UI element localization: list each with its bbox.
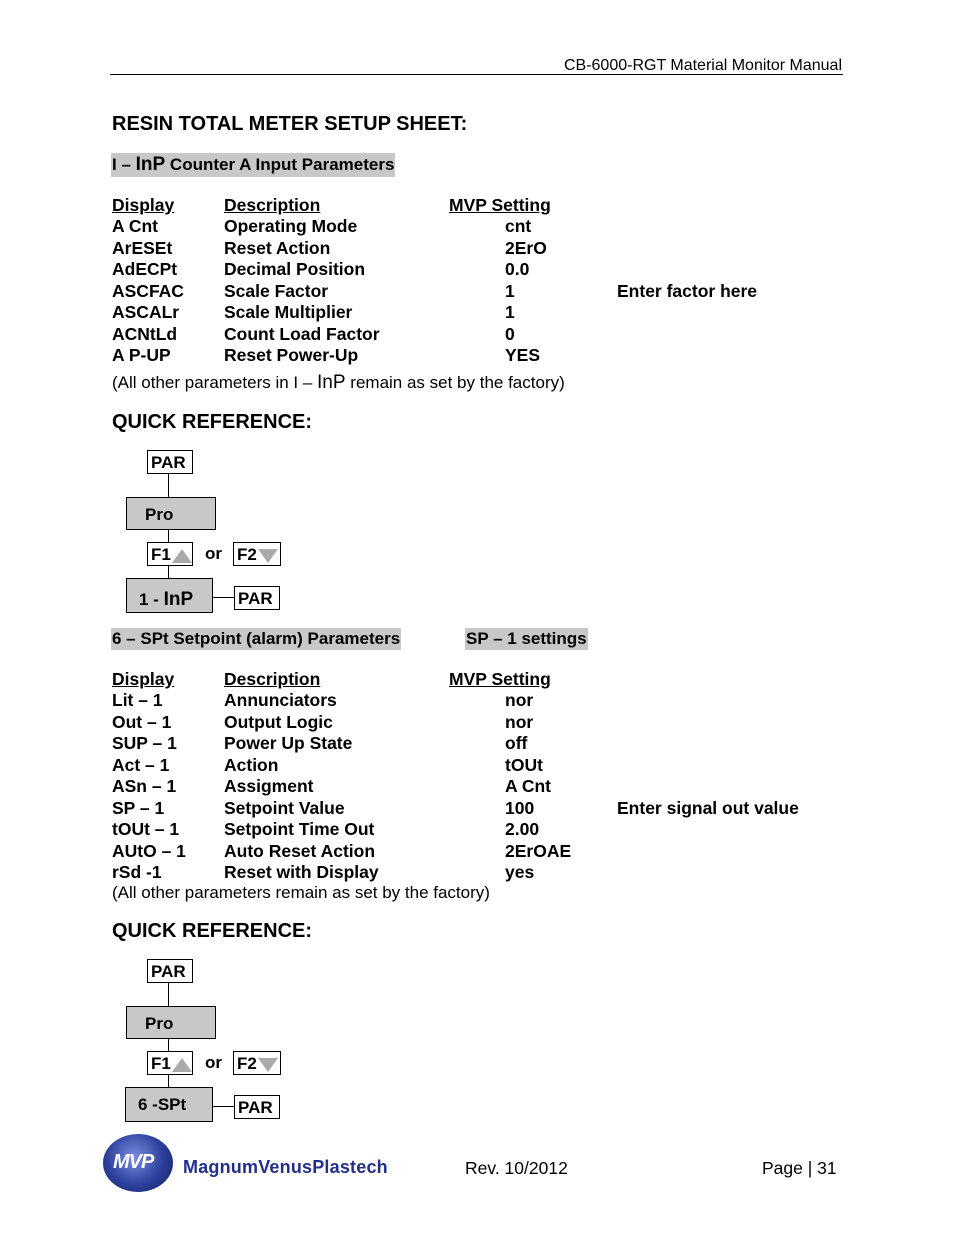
quickref1-title: QUICK REFERENCE: [112,411,313,433]
column-header-description: Description [224,195,321,215]
mvp-logo-icon [103,1134,173,1192]
connector-line [168,566,169,578]
revision: Rev. 10/2012 [465,1158,568,1178]
cell-description: Output Logic [224,711,333,732]
cell-setting: YES [505,345,541,365]
quickref1-or: or [205,544,222,563]
connector-line [168,474,169,497]
quickref2-title: QUICK REFERENCE: [112,920,313,942]
cell-display: ACNtLd [112,323,178,344]
section1-title-prefix: I – [112,155,136,174]
down-triangle-icon [258,549,278,563]
header-rule [110,74,843,75]
logo-text: MagnumVenusPlastech [183,1157,388,1177]
cell-display: A P-UP [112,345,171,365]
cell-display: Out – 1 [112,711,172,732]
cell-setting: 1 [505,302,515,322]
section2-footnote: (All other parameters remain as set by the factory) [112,883,490,902]
f1-label: F1 [151,545,171,564]
cell-description: Action [224,754,279,775]
quickref2-f2-key [233,1051,281,1075]
section1-footnote-suffix: remain as set by the factory) [345,373,565,392]
quickref2-pro-box: Pro [126,1006,216,1039]
section1-footnote [112,372,565,394]
connector-line [168,1075,169,1087]
quickref1-f1-key [147,542,193,566]
cell-description: Setpoint Time Out [224,819,375,839]
cell-note: Enter factor here [617,280,758,301]
cell-setting: 100 [505,797,535,818]
column-header-setting: MVP Setting [449,195,551,215]
cell-display: tOUt – 1 [112,819,180,839]
cell-display: Lit – 1 [112,690,163,710]
connector-line [213,1106,234,1107]
inp-box-prefix: 1 - [139,590,164,609]
cell-display: ASCALr [112,302,180,322]
cell-setting: 0.0 [505,259,530,279]
cell-description: Auto Reset Action [224,840,376,861]
cell-display: rSd -1 [112,862,162,882]
section1-title-inp: InP [135,154,166,175]
cell-note: Enter signal out value [617,797,799,818]
cell-setting: 1 [505,280,515,301]
page-heading: RESIN TOTAL METER SETUP SHEET: [112,113,468,135]
up-triangle-icon [172,549,192,563]
cell-setting: tOUt [505,754,543,775]
connector-line [168,983,169,1006]
cell-description: Setpoint Value [224,797,345,818]
quickref2-f1-key [147,1051,193,1075]
cell-description: Reset Action [224,237,331,258]
cell-description: Decimal Position [224,259,366,279]
connector-line [168,530,169,542]
quickref2-spt-box: 6 -SPt [125,1087,213,1122]
cell-display: SUP – 1 [112,733,177,753]
cell-description: Scale Multiplier [224,302,353,322]
quickref2-or: or [205,1053,222,1072]
connector-line [168,1039,169,1051]
cell-display: ArESEt [112,237,173,258]
cell-setting: off [505,733,528,753]
cell-description: Scale Factor [224,280,329,301]
cell-display: ASn – 1 [112,776,177,796]
up-triangle-icon [172,1058,192,1072]
column-header-setting: MVP Setting [449,669,551,689]
cell-setting: 2ErO [505,237,547,258]
section1-footnote-prefix: (All other parameters in I – [112,373,318,392]
section2-subtitle: SP – 1 settings [466,629,587,648]
column-header-display: Display [112,195,175,215]
cell-setting: nor [505,690,534,710]
cell-description: Operating Mode [224,216,358,236]
cell-setting: 0 [505,323,515,344]
cell-description: Reset with Display [224,862,379,882]
column-header-display: Display [112,669,175,689]
quickref1-pro-box: Pro [126,497,216,530]
quickref1-par-right-key: PAR [234,586,280,610]
cell-setting: yes [505,862,535,882]
down-triangle-icon [258,1058,278,1072]
quickref2-par-right-key: PAR [234,1095,280,1119]
quickref1-f2-key [233,542,281,566]
cell-display: AUtO – 1 [112,840,186,861]
cell-display: AdECPt [112,259,178,279]
cell-setting: nor [505,711,534,732]
connector-line [213,597,234,598]
cell-setting: 2.00 [505,819,540,839]
cell-display: ASCFAC [112,280,184,301]
f2-label: F2 [237,1054,257,1073]
quickref1-par-top-key: PAR [147,450,193,474]
inp-box-label: InP [163,589,194,610]
quickref2-par-top-key: PAR [147,959,193,983]
section1-footnote-inp: InP [317,372,346,393]
column-header-description: Description [224,669,321,689]
cell-description: Assigment [224,776,314,796]
logo-mark: MVP [113,1151,154,1173]
cell-display: A Cnt [112,216,159,236]
section1-title [111,153,395,177]
page-number: Page | 31 [762,1158,837,1178]
cell-setting: cnt [505,216,532,236]
cell-setting: 2ErOAE [505,840,572,861]
f2-label: F2 [237,545,257,564]
cell-description: Annunciators [224,690,337,710]
cell-description: Reset Power-Up [224,345,359,365]
section1-title-suffix: Counter A Input Parameters [165,155,395,174]
cell-display: Act – 1 [112,754,170,775]
cell-description: Power Up State [224,733,353,753]
section2-title: 6 – SPt Setpoint (alarm) Parameters [112,629,401,648]
cell-display: SP – 1 [112,797,165,818]
cell-description: Count Load Factor [224,323,380,344]
cell-setting: A Cnt [505,776,552,796]
header-title: CB-6000-RGT Material Monitor Manual [563,57,842,74]
quickref1-inp-box [126,578,213,613]
f1-label: F1 [151,1054,171,1073]
